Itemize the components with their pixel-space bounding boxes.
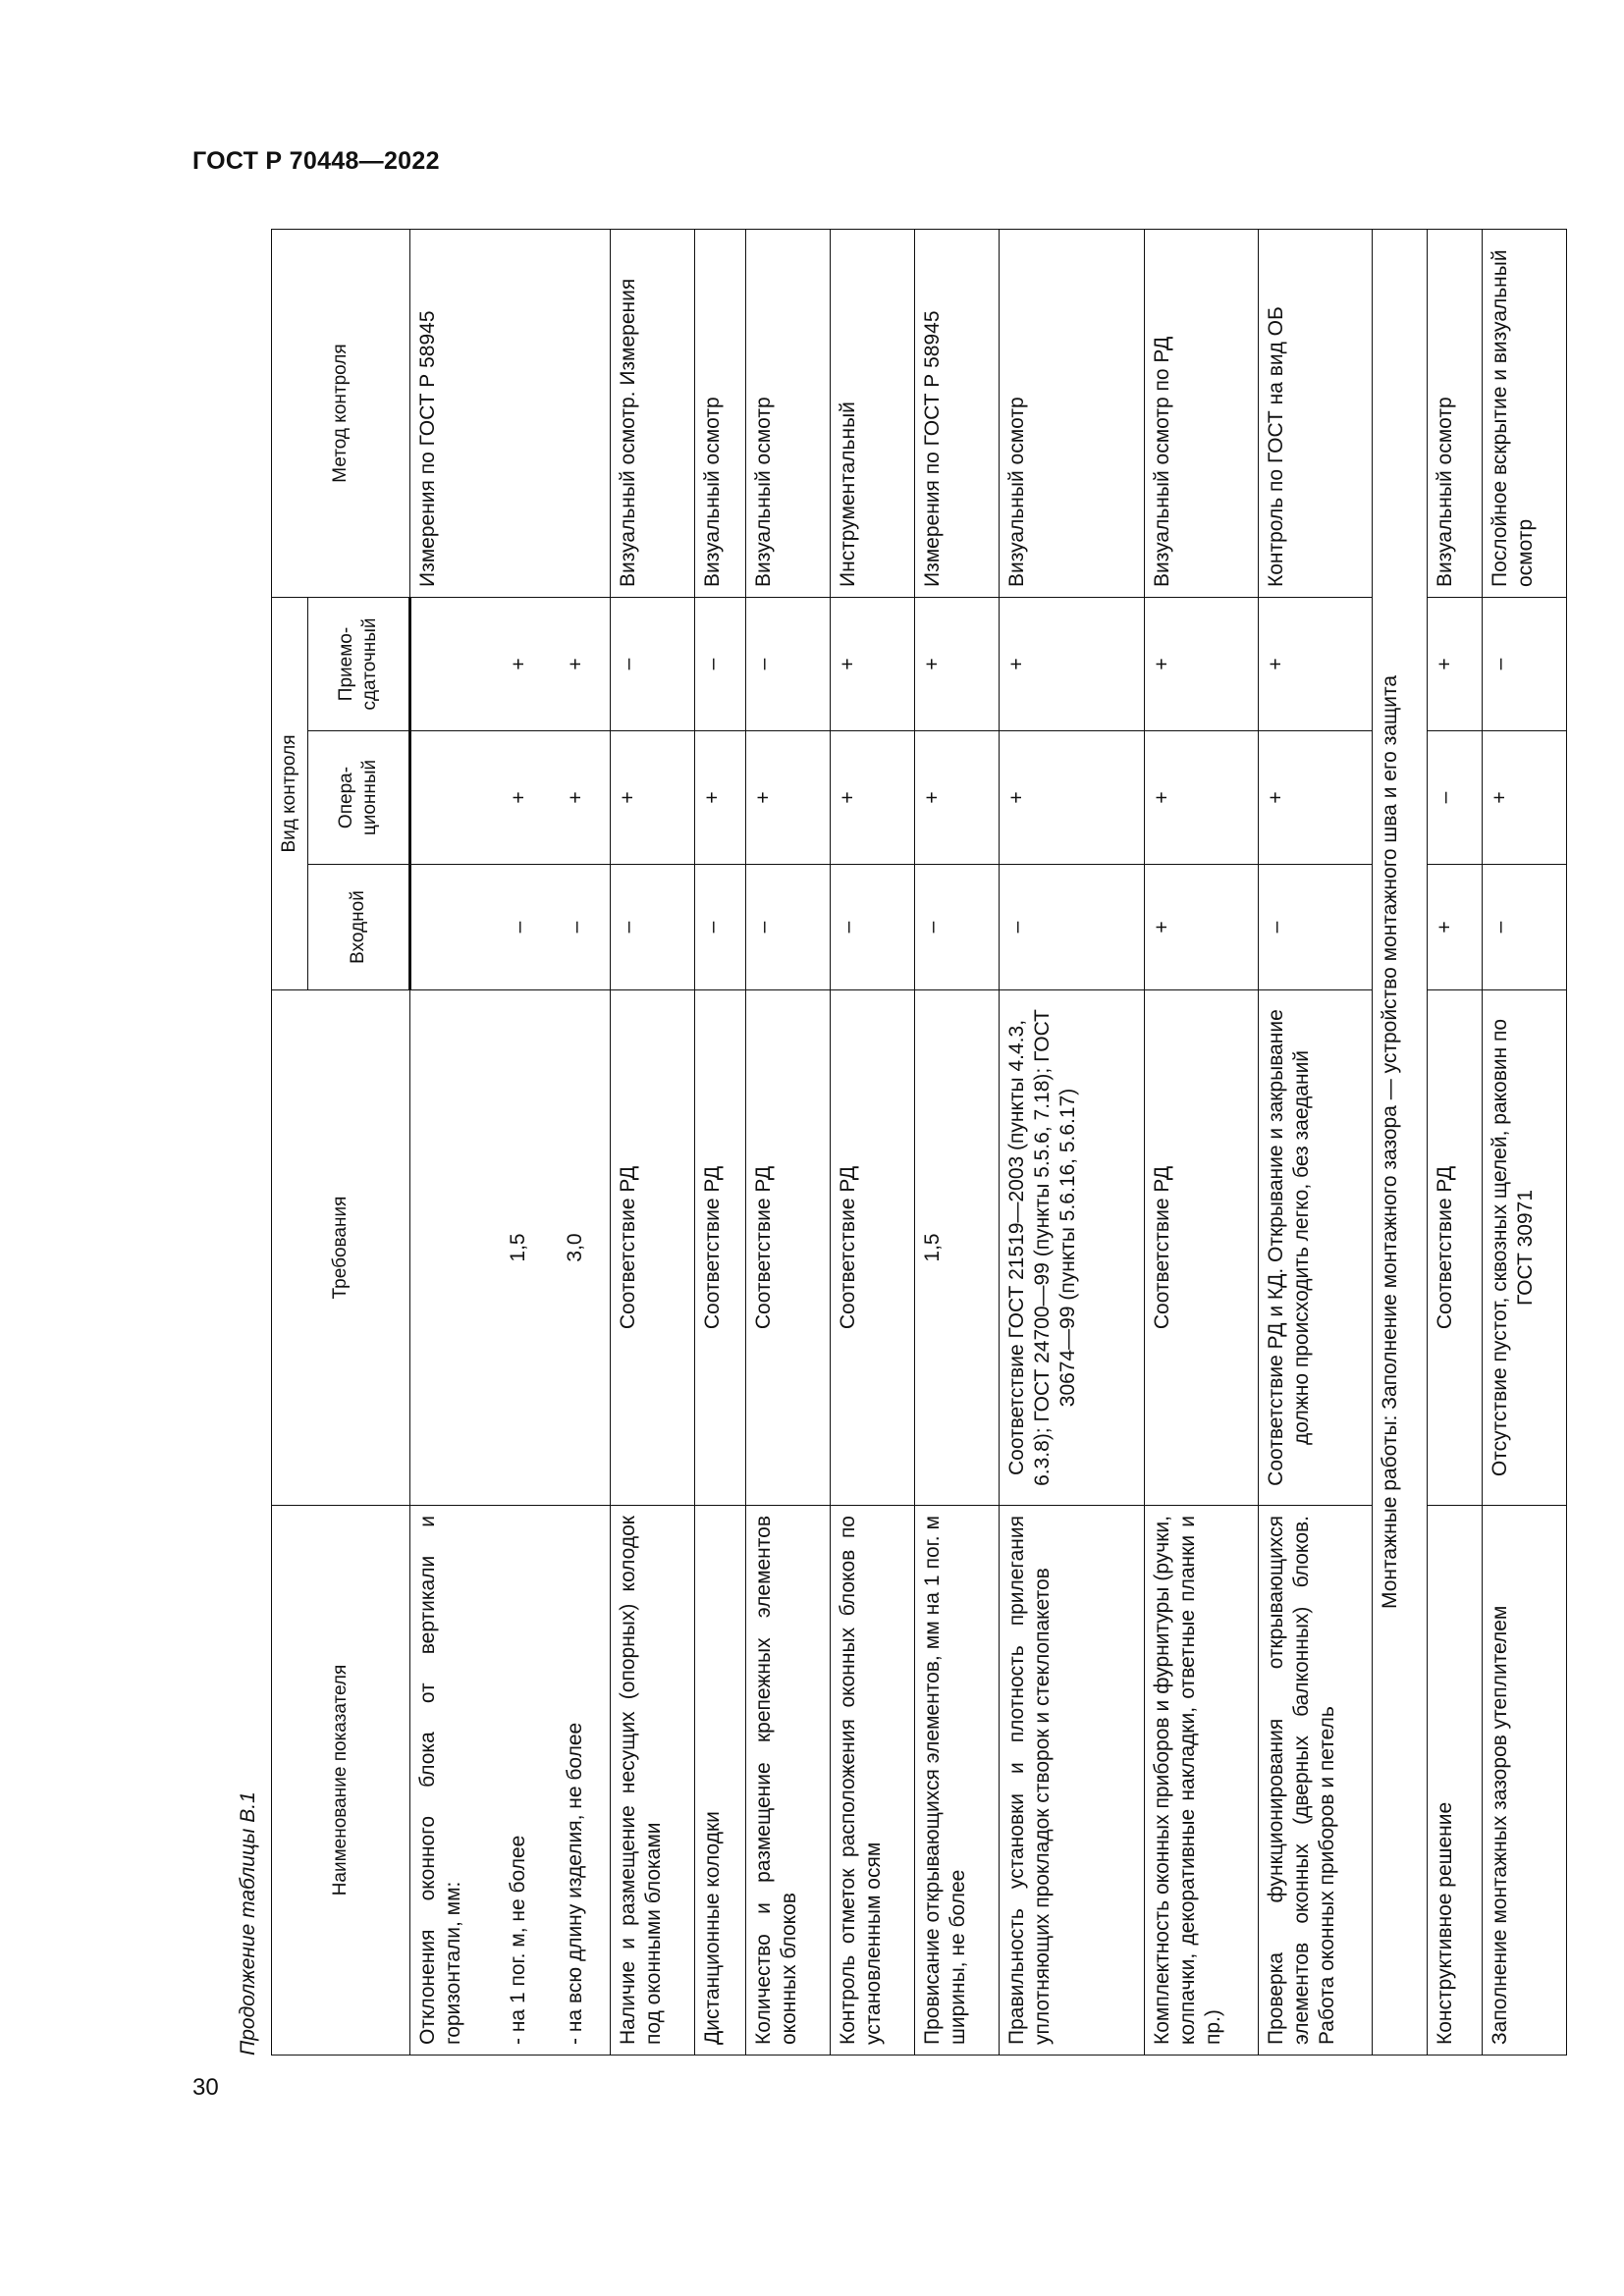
row-sub-incoming: – — [564, 921, 587, 934]
row-name: Конструктивное решение — [1427, 1506, 1482, 2056]
row-incoming: – — [1482, 865, 1566, 990]
table-row — [1144, 230, 1258, 2056]
header-operational: Опера- ционный — [307, 731, 409, 865]
header-incoming: Входной — [307, 865, 409, 990]
row-sub-operational: + — [507, 791, 530, 804]
document-code: ГОСТ Р 70448—2022 — [192, 147, 440, 175]
row-acceptance: – — [610, 598, 694, 731]
row-acceptance-cell — [409, 598, 610, 731]
row-incoming: + — [1144, 865, 1258, 990]
row-acceptance: + — [1258, 598, 1372, 731]
header-requirements: Требования — [272, 990, 410, 1506]
row-incoming: – — [694, 865, 745, 990]
row-incoming-cell — [409, 865, 610, 990]
row-operational: – — [1427, 731, 1482, 865]
table-row — [914, 230, 999, 2056]
row-method: Визуальный осмотр. Измерения — [610, 230, 694, 598]
row-sub-req: 3,0 — [563, 1233, 586, 1262]
row-method: Визуальный осмотр по РД — [1144, 230, 1258, 598]
section-title: Монтажные работы: Заполнение монтажного зазора — устройство монтажного шва и его защита — [1372, 230, 1427, 2056]
row-name: Отклонения оконного блока от вертикали и горизонтали, мм: — [415, 1516, 464, 2045]
control-table — [271, 229, 1567, 2056]
header-control-type: Вид контроля — [272, 598, 308, 990]
row-req-cell — [409, 990, 610, 1506]
row-operational: + — [999, 731, 1144, 865]
row-req: Соответствие ГОСТ 21519—2003 (пункты 4.4.3, 6.3.8); ГОСТ 24700—99 (пункты 5.5.6, 7.18); ГОСТ 30674—99 (пункты 5.6.16, 5.6.17) — [999, 990, 1144, 1506]
table-row — [999, 230, 1144, 2056]
row-operational: + — [694, 731, 745, 865]
row-incoming: – — [914, 865, 999, 990]
row-incoming: + — [1427, 865, 1482, 990]
row-name: Дистанционные колодки — [694, 1506, 745, 2056]
row-req: Отсутствие пустот, сквозных щелей, раковин по ГОСТ 30971 — [1482, 990, 1566, 1506]
row-incoming: – — [1258, 865, 1372, 990]
table-row — [745, 230, 830, 2056]
row-acceptance: + — [999, 598, 1144, 731]
row-method: Послойное вскрытие и визуальный осмотр — [1482, 230, 1566, 598]
row-sub-incoming: – — [507, 921, 530, 934]
row-name: Провисание открывающихся элементов, мм на 1 пог. м ширины, не более — [914, 1506, 999, 2056]
row-name: Правильность установки и плотность прилегания уплотняющих прокладок створок и стеклопакетов — [999, 1506, 1144, 2056]
row-operational: + — [914, 731, 999, 865]
row-req: Соответствие РД — [610, 990, 694, 1506]
row-acceptance: + — [1144, 598, 1258, 731]
row-acceptance: – — [694, 598, 745, 731]
table-row — [830, 230, 914, 2056]
row-incoming: – — [610, 865, 694, 990]
row-sub-acceptance: + — [507, 658, 530, 670]
row-req: Соответствие РД — [694, 990, 745, 1506]
row-name: Комплектность оконных приборов и фурнитуры (ручки, колпачки, декоративные накладки, ответные планки и пр.) — [1144, 1506, 1258, 2056]
row-name-cell — [409, 1506, 610, 2056]
row-method: Контроль по ГОСТ на вид ОБ — [1258, 230, 1372, 598]
row-req: 1,5 — [914, 990, 999, 1506]
table-row — [409, 230, 610, 2056]
table-row — [1258, 230, 1372, 2056]
row-sub-name: - на 1 пог. м, не более — [506, 1835, 529, 2045]
row-operational: + — [1482, 731, 1566, 865]
row-incoming: – — [745, 865, 830, 990]
table-row — [610, 230, 694, 2056]
row-acceptance: – — [745, 598, 830, 731]
header-name: Наименование показателя — [272, 1506, 410, 2056]
row-req: Соответствие РД — [830, 990, 914, 1506]
row-method: Инструментальный — [830, 230, 914, 598]
row-incoming: – — [830, 865, 914, 990]
header-method: Метод контроля — [272, 230, 410, 598]
row-req: Соответствие РД — [1427, 990, 1482, 1506]
row-req: Соответствие РД и КД. Открывание и закрывание должно происходить легко, без заеданий — [1258, 990, 1372, 1506]
row-operational: + — [745, 731, 830, 865]
row-name: Количество и размещение крепежных элементов оконных блоков — [745, 1506, 830, 2056]
table-row — [694, 230, 745, 2056]
row-req: Соответствие РД — [1144, 990, 1258, 1506]
row-name: Наличие и размещение несущих (опорных) колодок под оконными блоками — [610, 1506, 694, 2056]
row-acceptance: + — [830, 598, 914, 731]
table-caption: Продолжение таблицы В.1 — [237, 1791, 259, 2056]
row-operational: + — [610, 731, 694, 865]
row-sub-acceptance: + — [564, 658, 587, 670]
row-operational: + — [830, 731, 914, 865]
row-acceptance: – — [1482, 598, 1566, 731]
row-incoming: – — [999, 865, 1144, 990]
row-operational-cell — [409, 731, 610, 865]
page-number: 30 — [192, 2074, 219, 2101]
row-method: Визуальный осмотр — [1427, 230, 1482, 598]
row-method: Визуальный осмотр — [694, 230, 745, 598]
row-sub-req: 1,5 — [506, 1233, 529, 1262]
row-operational: + — [1144, 731, 1258, 865]
row-operational: + — [1258, 731, 1372, 865]
row-name: Заполнение монтажных зазоров утеплителем — [1482, 1506, 1566, 2056]
row-method: Измерения по ГОСТ Р 58945 — [914, 230, 999, 598]
row-req: Соответствие РД — [745, 990, 830, 1506]
table-row — [1427, 230, 1482, 2056]
row-sub-name: - на всю длину изделия, не более — [563, 1722, 586, 2045]
row-method: Измерения по ГОСТ Р 58945 — [409, 230, 610, 598]
row-method: Визуальный осмотр — [999, 230, 1144, 598]
section-row — [1372, 230, 1427, 2056]
header-acceptance: Приемо- сдаточный — [307, 598, 409, 731]
row-method: Визуальный осмотр — [745, 230, 830, 598]
row-acceptance: + — [914, 598, 999, 731]
row-name: Контроль отметок расположения оконных блоков по установленным осям — [830, 1506, 914, 2056]
row-acceptance: + — [1427, 598, 1482, 731]
rotated-table-block — [232, 230, 1537, 2056]
row-sub-operational: + — [564, 791, 587, 804]
table-row — [1482, 230, 1566, 2056]
row-name: Проверка функционирования открывающихся элементов оконных (дверных балконных) блоков. Работа оконных приборов и петель — [1258, 1506, 1372, 2056]
